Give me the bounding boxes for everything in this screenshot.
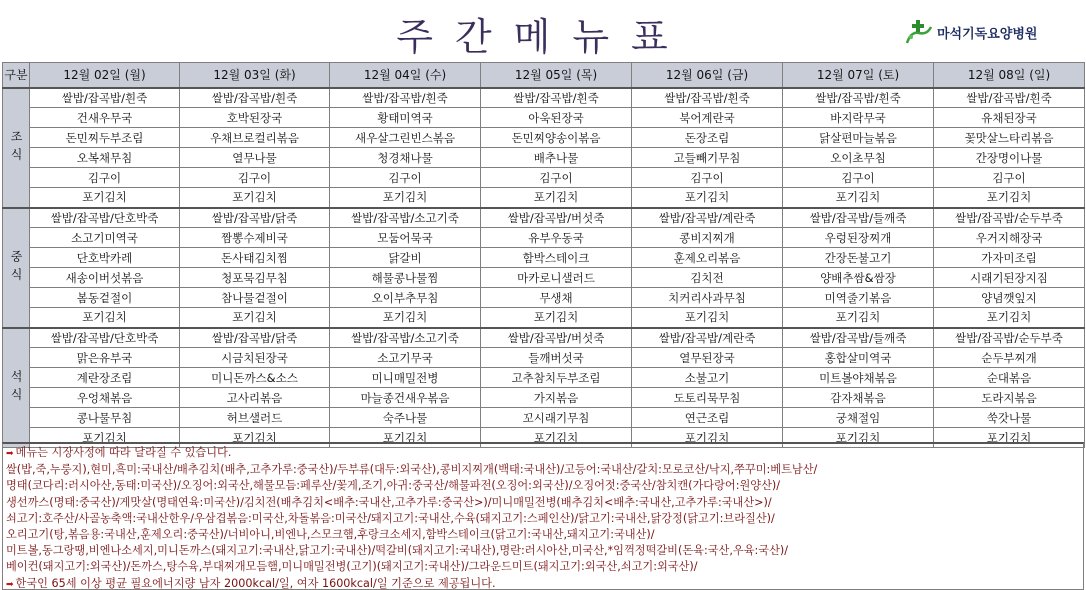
menu-item: 포기김치 bbox=[330, 428, 481, 448]
menu-item: 계란장조림 bbox=[30, 368, 180, 388]
menu-row bbox=[3, 308, 1085, 328]
menu-item: 미니매밀전병 bbox=[330, 368, 481, 388]
menu-item: 간장명이나물 bbox=[934, 148, 1085, 168]
menu-item: 배추나물 bbox=[481, 148, 632, 168]
menu-item: 쌀밥/잡곡밥/흰죽 bbox=[330, 88, 481, 108]
menu-item: 새송이버섯볶음 bbox=[30, 268, 180, 288]
menu-item: 마카로니샐러드 bbox=[481, 268, 632, 288]
menu-item: 열무된장국 bbox=[632, 348, 783, 368]
menu-item: 포기김치 bbox=[934, 308, 1085, 328]
meal-label: 중식 bbox=[3, 208, 30, 328]
menu-item: 포기김치 bbox=[934, 428, 1085, 448]
menu-item: 꽃맛살느타리볶음 bbox=[934, 128, 1085, 148]
day-header: 12월 07일 (토) bbox=[783, 63, 934, 88]
menu-item: 포기김치 bbox=[934, 188, 1085, 208]
menu-item: 김구이 bbox=[30, 168, 180, 188]
menu-item: 유채된장국 bbox=[934, 108, 1085, 128]
menu-item: 김구이 bbox=[632, 168, 783, 188]
menu-item: 닭살편마늘볶음 bbox=[783, 128, 934, 148]
menu-item: 우렁된장찌개 bbox=[783, 228, 934, 248]
menu-item: 포기김치 bbox=[632, 428, 783, 448]
menu-item: 쌀밥/잡곡밥/계란죽 bbox=[632, 208, 783, 228]
menu-item: 짬뽕수제비국 bbox=[180, 228, 330, 248]
menu-item: 무생채 bbox=[481, 288, 632, 308]
menu-item: 쌀밥/잡곡밥/순두부죽 bbox=[934, 328, 1085, 348]
day-header: 12월 03일 (화) bbox=[180, 63, 330, 88]
header-row bbox=[3, 63, 1085, 88]
note-text: 한국인 65세 이상 평균 필요에너지량 남자 2000kcal/일, 여자 1600kcal/일 기준으로 제공됩니다. bbox=[15, 576, 496, 590]
menu-item: 홍합살미역국 bbox=[783, 348, 934, 368]
menu-item: 숙주나물 bbox=[330, 408, 481, 428]
header bbox=[0, 0, 1086, 62]
menu-item: 돈민찌두부조림 bbox=[30, 128, 180, 148]
note-text: 생선까스(명태:중국산)/게맛살(명태연육:미국산)/김치전(배추김치<배추:국내산,고추가루:중국산>)/미니매밀전병(배추김치<배추:국내산,고추가루:국내산>)/ bbox=[6, 495, 772, 509]
day-header: 12월 08일 (일) bbox=[934, 63, 1085, 88]
menu-item: 우채브로컬리볶음 bbox=[180, 128, 330, 148]
menu-item: 포기김치 bbox=[30, 308, 180, 328]
menu-item: 단호박카레 bbox=[30, 248, 180, 268]
note-text: 명태(코다리:러시아산,동태:미국산)/오징어:외국산,해물모듬:페루산/꽃게,조기,아귀:중국산/해물파전(오징어:외국산)/오징어젓:중국산/참치캔(가다랑어:원양산)/ bbox=[6, 479, 781, 493]
meal-label: 석식 bbox=[3, 328, 30, 448]
menu-row bbox=[3, 108, 1085, 128]
menu-row bbox=[3, 128, 1085, 148]
menu-item: 콩나물무침 bbox=[30, 408, 180, 428]
menu-item: 김구이 bbox=[180, 168, 330, 188]
menu-item: 미니돈까스&소스 bbox=[180, 368, 330, 388]
menu-body bbox=[3, 88, 1085, 448]
note-text: 쇠고기:호주산/사골농축액:국내산한우/우삼겹볶음:미국산,차돌볶음:미국산/돼지고기:국내산,수육(돼지고기:스페인산)/닭고기:국내산,닭강정(닭고기:브라질산)/ bbox=[6, 511, 775, 525]
menu-item: 김구이 bbox=[934, 168, 1085, 188]
menu-item: 양념깻잎지 bbox=[934, 288, 1085, 308]
menu-item: 김치전 bbox=[632, 268, 783, 288]
menu-item: 가지볶음 bbox=[481, 388, 632, 408]
menu-item: 쌀밥/잡곡밥/들깨죽 bbox=[783, 208, 934, 228]
menu-row bbox=[3, 208, 1085, 228]
menu-item: 쌀밥/잡곡밥/흰죽 bbox=[30, 88, 180, 108]
menu-row bbox=[3, 328, 1085, 348]
menu-item: 황태미역국 bbox=[330, 108, 481, 128]
note-line bbox=[6, 543, 1080, 559]
menu-item: 쌀밥/잡곡밥/흰죽 bbox=[934, 88, 1085, 108]
menu-item: 오이초무침 bbox=[783, 148, 934, 168]
notes-section bbox=[2, 442, 1084, 590]
menu-item: 김구이 bbox=[330, 168, 481, 188]
menu-item: 함박스테이크 bbox=[481, 248, 632, 268]
menu-item: 쌀밥/잡곡밥/흰죽 bbox=[180, 88, 330, 108]
menu-item: 순두부찌개 bbox=[934, 348, 1085, 368]
menu-item: 쌀밥/잡곡밥/계란죽 bbox=[632, 328, 783, 348]
menu-item: 포기김치 bbox=[481, 428, 632, 448]
weekly-menu-table bbox=[2, 62, 1085, 448]
menu-item: 허브샐러드 bbox=[180, 408, 330, 428]
menu-item: 소불고기 bbox=[632, 368, 783, 388]
menu-row bbox=[3, 408, 1085, 428]
day-header: 12월 05일 (목) bbox=[481, 63, 632, 88]
menu-item: 포기김치 bbox=[30, 188, 180, 208]
note-text: 오리고기(탕,볶음용:국내산,훈제오리:중국산)/너비아니,비엔나,스모크햄,후랑크소세지,함박스테이크(닭고기:국내산,돼지고기:국내산)/ bbox=[6, 528, 655, 542]
menu-item: 간장돈불고기 bbox=[783, 248, 934, 268]
note-line bbox=[6, 527, 1080, 543]
menu-item: 유부우동국 bbox=[481, 228, 632, 248]
menu-item: 아욱된장국 bbox=[481, 108, 632, 128]
menu-item: 쌀밥/잡곡밥/단호박죽 bbox=[30, 208, 180, 228]
arrow-bullet-icon: ➡ bbox=[6, 449, 14, 459]
menu-item: 맑은유부국 bbox=[30, 348, 180, 368]
menu-item: 새우살그린빈스볶음 bbox=[330, 128, 481, 148]
menu-item: 김구이 bbox=[481, 168, 632, 188]
menu-item: 쌀밥/잡곡밥/버섯죽 bbox=[481, 208, 632, 228]
menu-item: 오이부추무침 bbox=[330, 288, 481, 308]
menu-item: 청경채나물 bbox=[330, 148, 481, 168]
menu-item: 참나물겉절이 bbox=[180, 288, 330, 308]
note-text: 미트볼,동그랑땡,비엔나소세지,미니돈까스(돼지고기:국내산,닭고기:국내산)/떡갈비(돼지고기:국내산),명란:러시아산,미국산,*임꺽정떡갈비(돈육:국산,우육:국산)/ bbox=[6, 544, 789, 558]
menu-item: 해물콩나물찜 bbox=[330, 268, 481, 288]
menu-item: 돈사태김치찜 bbox=[180, 248, 330, 268]
menu-item: 포기김치 bbox=[330, 308, 481, 328]
menu-row bbox=[3, 288, 1085, 308]
note-text: 쌀(밥,죽,누룽지),현미,흑미:국내산/배추김치(배추,고추가루:중국산)/두부류(대두:외국산),콩비지찌개(백태:국내산)/고등어:국내산/갈치:모로코산/낙지,쭈꾸미:베트남산/ bbox=[6, 463, 818, 477]
menu-item: 우엉채볶음 bbox=[30, 388, 180, 408]
note-line bbox=[6, 495, 1080, 511]
menu-row bbox=[3, 228, 1085, 248]
menu-item: 돈장조림 bbox=[632, 128, 783, 148]
note-line bbox=[6, 478, 1080, 494]
menu-item: 쌀밥/잡곡밥/순두부죽 bbox=[934, 208, 1085, 228]
menu-item: 포기김치 bbox=[330, 188, 481, 208]
menu-item: 포기김치 bbox=[783, 428, 934, 448]
menu-row bbox=[3, 248, 1085, 268]
menu-item: 포기김치 bbox=[481, 308, 632, 328]
note-line bbox=[6, 559, 1080, 575]
arrow-bullet-icon: ➡ bbox=[6, 579, 14, 590]
menu-item: 우거지해장국 bbox=[934, 228, 1085, 248]
hospital-logo bbox=[905, 18, 1037, 46]
menu-item: 콩비지찌개 bbox=[632, 228, 783, 248]
menu-row bbox=[3, 268, 1085, 288]
menu-item: 포기김치 bbox=[632, 188, 783, 208]
hospital-name: 마석기독요양병원 bbox=[937, 26, 1038, 42]
note-line bbox=[6, 576, 1080, 590]
menu-item: 쌀밥/잡곡밥/흰죽 bbox=[481, 88, 632, 108]
menu-item: 쌀밥/잡곡밥/소고기죽 bbox=[330, 328, 481, 348]
menu-item: 훈제오리볶음 bbox=[632, 248, 783, 268]
menu-item: 감자채볶음 bbox=[783, 388, 934, 408]
menu-item: 포기김치 bbox=[180, 308, 330, 328]
menu-item: 꼬시래기무침 bbox=[481, 408, 632, 428]
menu-item: 오복채무침 bbox=[30, 148, 180, 168]
menu-item: 쌀밥/잡곡밥/들깨죽 bbox=[783, 328, 934, 348]
menu-item: 청포묵김무침 bbox=[180, 268, 330, 288]
menu-item: 쌀밥/잡곡밥/닭죽 bbox=[180, 208, 330, 228]
menu-item: 마늘종건새우볶음 bbox=[330, 388, 481, 408]
menu-row bbox=[3, 388, 1085, 408]
menu-item: 봄동겉절이 bbox=[30, 288, 180, 308]
day-header: 12월 02일 (월) bbox=[30, 63, 180, 88]
menu-item: 도라지볶음 bbox=[934, 388, 1085, 408]
menu-item: 고사리볶음 bbox=[180, 388, 330, 408]
menu-item: 고추참치두부조림 bbox=[481, 368, 632, 388]
menu-item: 시래기된장지짐 bbox=[934, 268, 1085, 288]
menu-item: 연근조림 bbox=[632, 408, 783, 428]
day-header: 12월 06일 (금) bbox=[632, 63, 783, 88]
menu-row bbox=[3, 88, 1085, 108]
menu-item: 도토리묵무침 bbox=[632, 388, 783, 408]
menu-item: 열무나물 bbox=[180, 148, 330, 168]
menu-item: 김구이 bbox=[783, 168, 934, 188]
menu-row bbox=[3, 148, 1085, 168]
menu-item: 바지락무국 bbox=[783, 108, 934, 128]
menu-item: 순대볶음 bbox=[934, 368, 1085, 388]
menu-item: 포기김치 bbox=[180, 188, 330, 208]
menu-item: 닭갈비 bbox=[330, 248, 481, 268]
menu-item: 건새우무국 bbox=[30, 108, 180, 128]
menu-item: 돈민찌양송이볶음 bbox=[481, 128, 632, 148]
menu-item: 가자미조림 bbox=[934, 248, 1085, 268]
menu-row bbox=[3, 188, 1085, 208]
menu-item: 포기김치 bbox=[783, 188, 934, 208]
menu-item: 소고기무국 bbox=[330, 348, 481, 368]
note-line bbox=[6, 445, 1080, 462]
menu-item: 치커리사과무침 bbox=[632, 288, 783, 308]
menu-item: 쌀밥/잡곡밥/닭죽 bbox=[180, 328, 330, 348]
menu-item: 소고기미역국 bbox=[30, 228, 180, 248]
menu-item: 호박된장국 bbox=[180, 108, 330, 128]
menu-item: 포기김치 bbox=[481, 188, 632, 208]
menu-item: 시금치된장국 bbox=[180, 348, 330, 368]
note-line bbox=[6, 462, 1080, 478]
menu-row bbox=[3, 348, 1085, 368]
menu-item: 쌀밥/잡곡밥/단호박죽 bbox=[30, 328, 180, 348]
menu-item: 들깨버섯국 bbox=[481, 348, 632, 368]
day-header: 12월 04일 (수) bbox=[330, 63, 481, 88]
note-text: 메뉴는 시장사정에 따라 달라질 수 있습니다. bbox=[15, 446, 232, 459]
menu-item: 쌀밥/잡곡밥/버섯죽 bbox=[481, 328, 632, 348]
menu-item: 쌀밥/잡곡밥/흰죽 bbox=[632, 88, 783, 108]
note-text: 베이컨(돼지고기:외국산)/돈까스,탕수육,부대찌개모듬햄,미니매밀전병(고기)(돼지고기:국내산)/그라운드미트(돼지고기:외국산,쇠고기:외국산)/ bbox=[6, 560, 698, 574]
page-title: 주간메뉴표 bbox=[396, 15, 690, 59]
menu-item: 쌀밥/잡곡밥/흰죽 bbox=[783, 88, 934, 108]
menu-item: 포기김치 bbox=[30, 428, 180, 448]
corner-label: 구분 bbox=[3, 63, 30, 88]
menu-item: 미역줄기볶음 bbox=[783, 288, 934, 308]
menu-item: 모둠어묵국 bbox=[330, 228, 481, 248]
menu-row bbox=[3, 168, 1085, 188]
note-line bbox=[6, 511, 1080, 527]
menu-item: 포기김치 bbox=[632, 308, 783, 328]
menu-item: 포기김치 bbox=[180, 428, 330, 448]
menu-item: 궁채절임 bbox=[783, 408, 934, 428]
hospital-cross-icon bbox=[905, 19, 933, 45]
menu-item: 포기김치 bbox=[783, 308, 934, 328]
menu-item: 쌀밥/잡곡밥/소고기죽 bbox=[330, 208, 481, 228]
menu-item: 고들빼기무침 bbox=[632, 148, 783, 168]
menu-item: 양배추쌈&쌈장 bbox=[783, 268, 934, 288]
menu-item: 미트볼야채볶음 bbox=[783, 368, 934, 388]
menu-item: 북어계란국 bbox=[632, 108, 783, 128]
menu-item: 쑥갓나물 bbox=[934, 408, 1085, 428]
meal-label: 조식 bbox=[3, 88, 30, 208]
menu-row bbox=[3, 368, 1085, 388]
